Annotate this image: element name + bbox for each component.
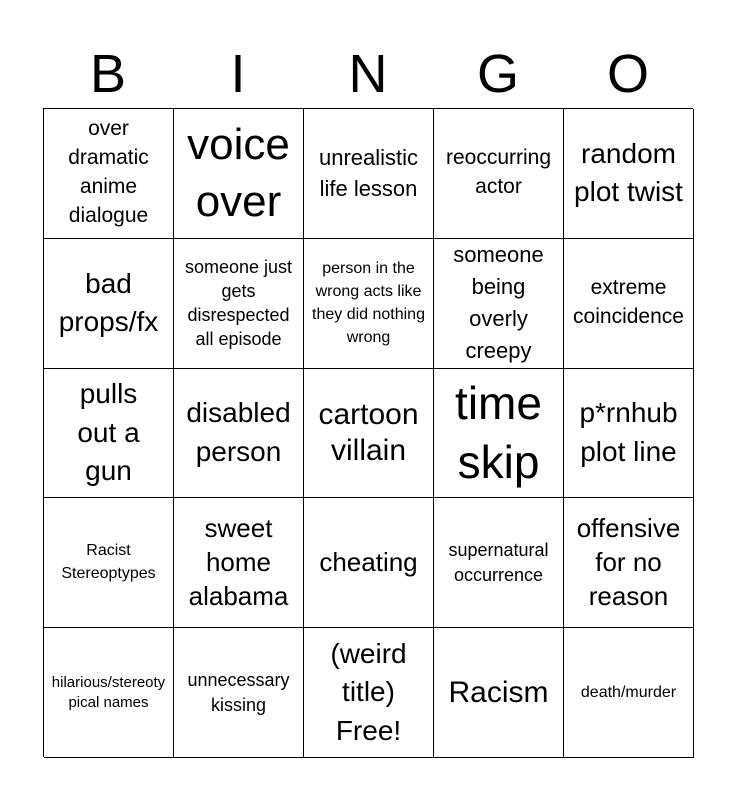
- bingo-board: [43, 108, 693, 757]
- cell-label: unnecessary kissing: [187, 670, 290, 715]
- bingo-cell[interactable]: [174, 628, 304, 758]
- bingo-cell[interactable]: [434, 628, 564, 758]
- bingo-cell[interactable]: [564, 369, 694, 499]
- cell-label: voice over: [187, 120, 290, 227]
- bingo-cell[interactable]: [174, 239, 304, 369]
- bingo-cell[interactable]: [434, 369, 564, 499]
- cell-label: p*rnhub plot line: [579, 397, 678, 467]
- cell-label: extreme coincidence: [573, 276, 684, 329]
- cell-label: cheating: [319, 546, 418, 577]
- bingo-cell[interactable]: [44, 498, 174, 628]
- header-letter-i: I: [230, 44, 246, 104]
- header-letter-g: G: [476, 44, 519, 104]
- bingo-header: [43, 40, 693, 108]
- bingo-cell[interactable]: [304, 109, 434, 239]
- cell-label: supernatural occurrence: [448, 540, 549, 585]
- bingo-cell[interactable]: [174, 498, 304, 628]
- cell-label: Racist Stereoptypes: [61, 542, 156, 582]
- cell-label: someone just gets disrespected all episode: [184, 256, 293, 350]
- cell-label: person in the wrong acts like they did nothing wrong: [312, 259, 425, 347]
- cell-label: time skip: [455, 377, 542, 488]
- cell-label: offensive for no reason: [576, 513, 681, 611]
- bingo-cell[interactable]: [434, 109, 564, 239]
- cell-label: bad props/fx: [58, 267, 159, 338]
- cell-label: cartoon villain: [318, 397, 419, 467]
- bingo-cell[interactable]: [304, 628, 434, 758]
- bingo-cell[interactable]: [44, 628, 174, 758]
- bingo-cell[interactable]: [564, 628, 694, 758]
- cell-label: unrealistic life lesson: [318, 144, 419, 202]
- bingo-cell[interactable]: [44, 109, 174, 239]
- cell-label: over dramatic anime dialogue: [68, 117, 149, 228]
- cell-label: hilarious/stereotypical names: [51, 674, 166, 711]
- bingo-cell[interactable]: [564, 109, 694, 239]
- bingo-cell[interactable]: [564, 498, 694, 628]
- cell-label: someone being overly creepy: [453, 242, 544, 364]
- bingo-cell[interactable]: [304, 239, 434, 369]
- bingo-cell[interactable]: [174, 109, 304, 239]
- bingo-cell[interactable]: [564, 239, 694, 369]
- bingo-cell[interactable]: [44, 369, 174, 499]
- cell-label: reoccurring actor: [445, 146, 552, 199]
- bingo-cell[interactable]: [304, 498, 434, 628]
- cell-label: sweet home alabama: [188, 513, 289, 611]
- bingo-cell[interactable]: [434, 498, 564, 628]
- header-letter-o: O: [606, 44, 649, 104]
- cell-label: death/murder: [580, 683, 677, 701]
- bingo-cell[interactable]: [174, 369, 304, 499]
- cell-label: Racism: [448, 675, 549, 709]
- bingo-cell[interactable]: [44, 239, 174, 369]
- cell-label: random plot twist: [574, 137, 683, 208]
- bingo-cell[interactable]: [434, 239, 564, 369]
- bingo-cell[interactable]: [304, 369, 434, 499]
- header-letter-n: N: [348, 44, 388, 104]
- cell-label: disabled person: [186, 397, 291, 467]
- cell-label: (weird title) Free!: [330, 637, 407, 746]
- header-letter-b: B: [89, 44, 127, 104]
- cell-label: pulls out a gun: [77, 378, 140, 487]
